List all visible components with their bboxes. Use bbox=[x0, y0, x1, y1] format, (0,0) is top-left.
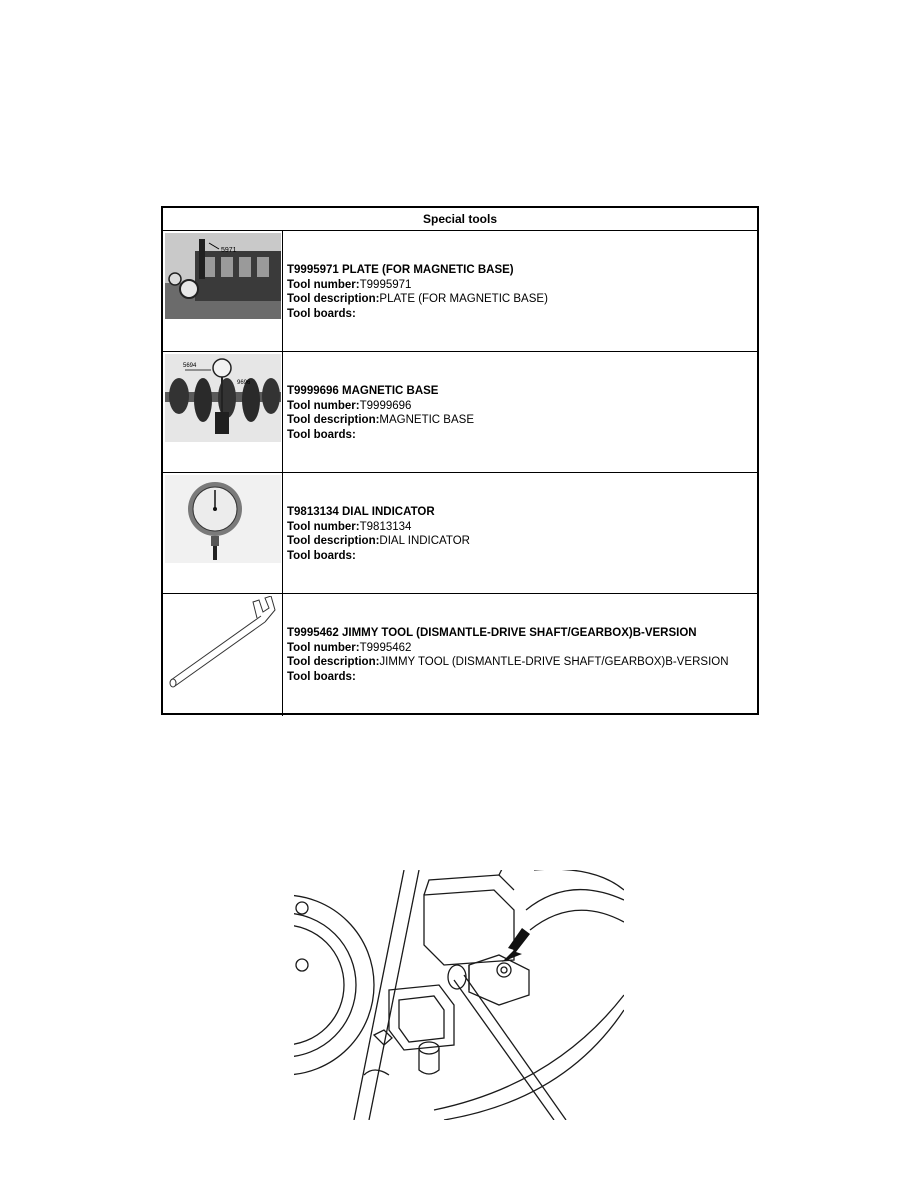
table-header: Special tools bbox=[163, 208, 757, 231]
engine-bay-line-drawing bbox=[294, 870, 624, 1120]
tool-info bbox=[287, 263, 755, 321]
tool-info bbox=[287, 626, 755, 684]
tool-description-label: Tool description: bbox=[287, 535, 380, 547]
tool-title: T9995462 JIMMY TOOL (DISMANTLE-DRIVE SHAFT/GEARBOX)B-VERSION bbox=[287, 627, 697, 639]
tool-row bbox=[163, 352, 757, 473]
tool-row bbox=[163, 231, 757, 352]
tool-row bbox=[163, 473, 757, 594]
tool-description-label: Tool description: bbox=[287, 293, 380, 305]
tool-image-cell bbox=[163, 352, 283, 472]
special-tools-table bbox=[161, 206, 759, 715]
tool-boards-label: Tool boards: bbox=[287, 307, 356, 320]
tool-number-label: Tool number: bbox=[287, 520, 360, 533]
callout-label: 5971 bbox=[221, 247, 237, 254]
callout-label: 5694 bbox=[183, 363, 197, 369]
callout-label: 9696 bbox=[237, 380, 251, 386]
tool-image-cell bbox=[163, 594, 283, 716]
tool-description-value: DIAL INDICATOR bbox=[379, 535, 470, 547]
tool-info bbox=[287, 384, 755, 442]
tool-number-line bbox=[287, 278, 755, 293]
tool-description-value: MAGNETIC BASE bbox=[379, 414, 474, 426]
tool-description-label: Tool description: bbox=[287, 656, 380, 668]
engine-bay-illustration bbox=[294, 870, 624, 1120]
tool-image-cell bbox=[163, 231, 283, 351]
tool-number-label: Tool number: bbox=[287, 399, 360, 412]
tool-number-line bbox=[287, 399, 755, 414]
tool-boards-label: Tool boards: bbox=[287, 428, 356, 441]
tool-number-value: T9813134 bbox=[359, 520, 412, 533]
jimmy-tool-drawing bbox=[165, 596, 281, 692]
tool-description-label: Tool description: bbox=[287, 414, 380, 426]
tool-image-cell bbox=[163, 473, 283, 593]
dial-indicator-photo bbox=[165, 475, 281, 563]
tool-info bbox=[287, 505, 755, 563]
tool-number-line bbox=[287, 520, 755, 535]
crankshaft-magnetic-base-photo bbox=[165, 354, 281, 442]
tool-description-value: PLATE (FOR MAGNETIC BASE) bbox=[379, 293, 548, 305]
tool-description-line bbox=[287, 413, 755, 428]
engine-block-photo bbox=[165, 233, 281, 319]
tool-description-line bbox=[287, 292, 755, 307]
tool-number-label: Tool number: bbox=[287, 278, 360, 291]
tool-boards-label: Tool boards: bbox=[287, 549, 356, 562]
tool-description-line bbox=[287, 534, 755, 549]
tool-number-value: T9995971 bbox=[359, 278, 412, 291]
tool-title: T9999696 MAGNETIC BASE bbox=[287, 385, 439, 397]
tool-boards-label: Tool boards: bbox=[287, 670, 356, 683]
tool-description-value: JIMMY TOOL (DISMANTLE-DRIVE SHAFT/GEARBOX)B-VERSION bbox=[379, 656, 729, 668]
tool-number-value: T9999696 bbox=[359, 399, 412, 412]
tool-title: T9813134 DIAL INDICATOR bbox=[287, 506, 435, 518]
tool-title: T9995971 PLATE (FOR MAGNETIC BASE) bbox=[287, 264, 514, 276]
tool-description-line bbox=[287, 655, 755, 670]
tool-row bbox=[163, 594, 757, 716]
tool-number-value: T9995462 bbox=[359, 641, 412, 654]
tool-number-line bbox=[287, 641, 755, 656]
tool-number-label: Tool number: bbox=[287, 641, 360, 654]
